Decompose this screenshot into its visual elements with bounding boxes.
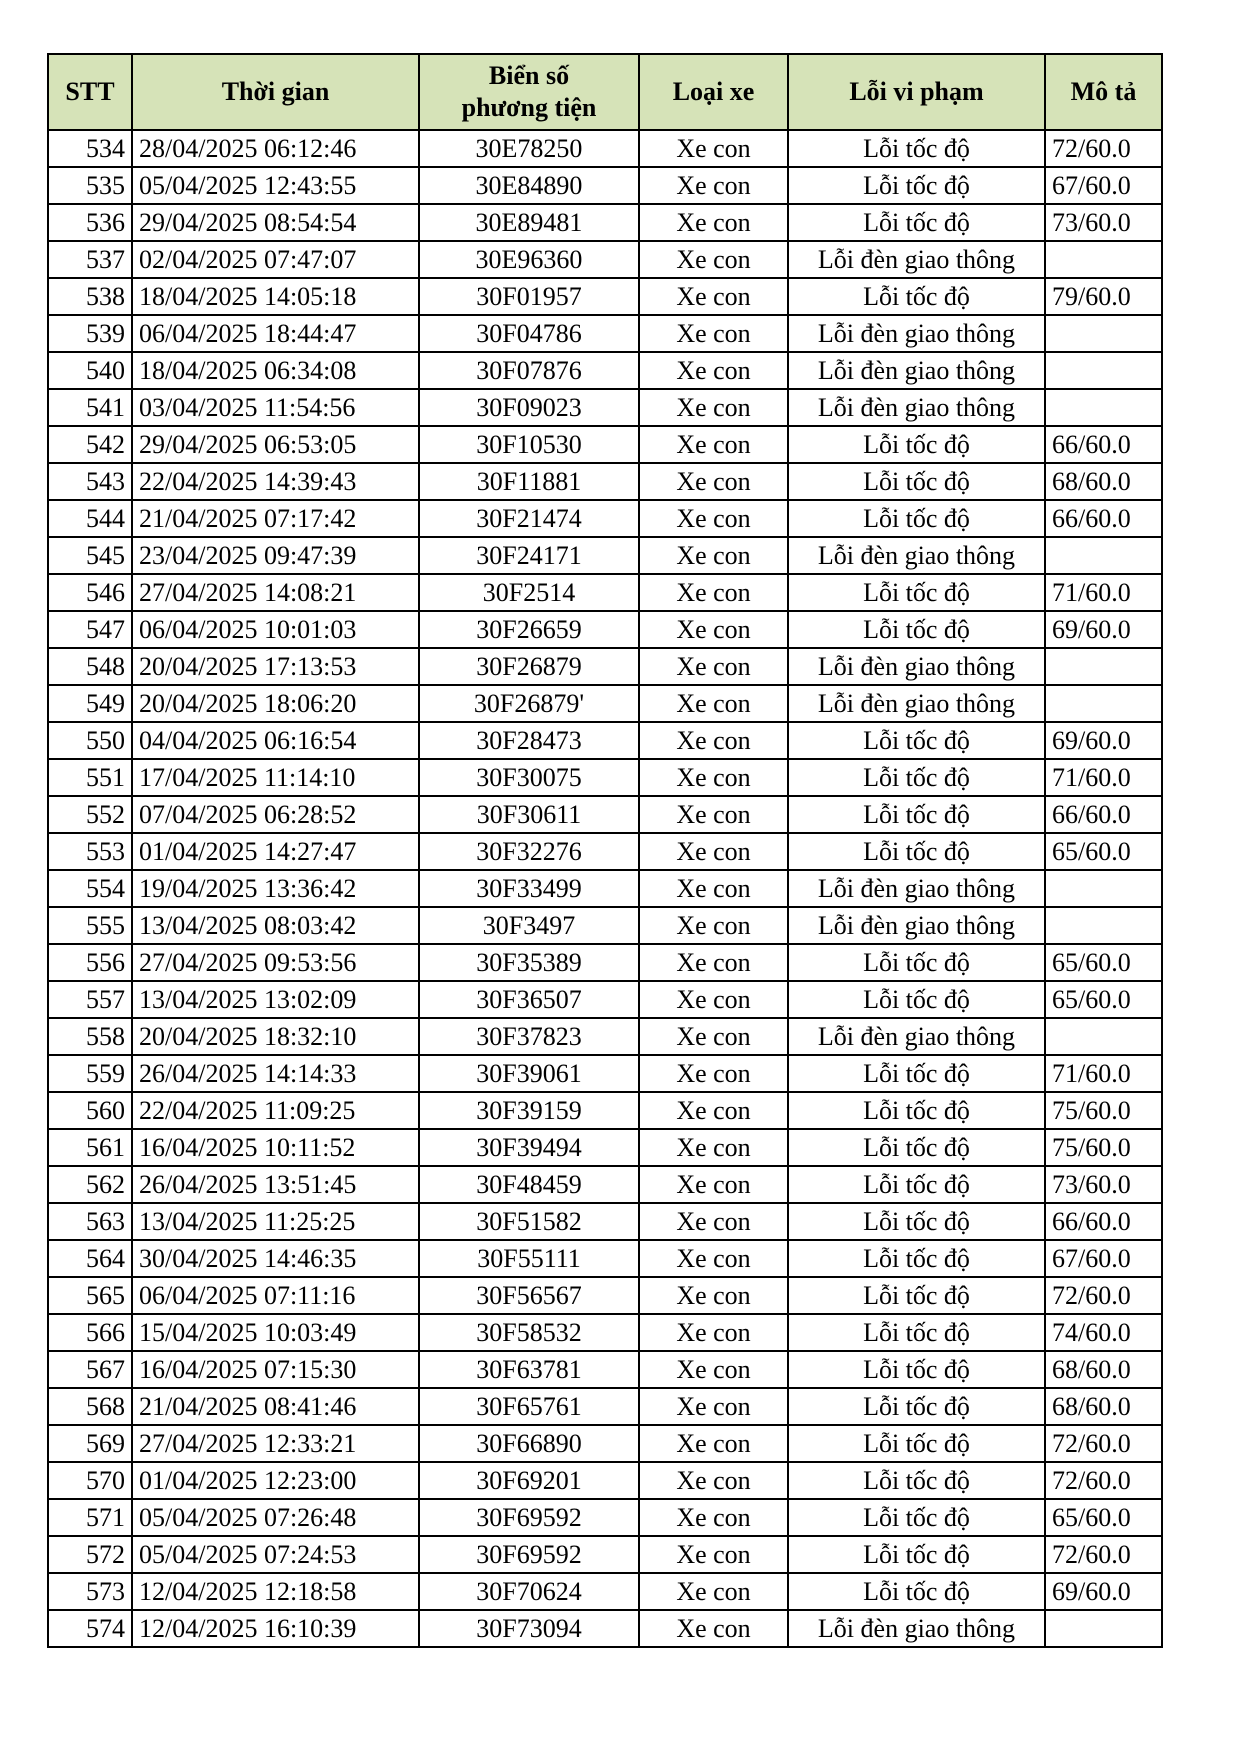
- cell-time: 12/04/2025 16:10:39: [132, 1610, 419, 1647]
- cell-violation: Lỗi tốc độ: [788, 1166, 1045, 1203]
- cell-description: [1045, 352, 1162, 389]
- table-row: [48, 1499, 1162, 1536]
- cell-vehicle-type: Xe con: [639, 426, 788, 463]
- cell-description: 74/60.0: [1045, 1314, 1162, 1351]
- cell-stt: 567: [48, 1351, 132, 1388]
- cell-vehicle-type: Xe con: [639, 685, 788, 722]
- cell-description: 68/60.0: [1045, 1351, 1162, 1388]
- table-row: [48, 722, 1162, 759]
- cell-vehicle-type: Xe con: [639, 1240, 788, 1277]
- cell-violation: Lỗi tốc độ: [788, 1129, 1045, 1166]
- cell-stt: 559: [48, 1055, 132, 1092]
- table-row: [48, 944, 1162, 981]
- cell-time: 26/04/2025 13:51:45: [132, 1166, 419, 1203]
- cell-violation: Lỗi đèn giao thông: [788, 685, 1045, 722]
- cell-vehicle-type: Xe con: [639, 1092, 788, 1129]
- cell-plate: 30F04786: [419, 315, 639, 352]
- cell-plate: 30F35389: [419, 944, 639, 981]
- cell-description: 75/60.0: [1045, 1129, 1162, 1166]
- cell-stt: 562: [48, 1166, 132, 1203]
- cell-description: 66/60.0: [1045, 500, 1162, 537]
- cell-time: 27/04/2025 12:33:21: [132, 1425, 419, 1462]
- cell-plate: 30F66890: [419, 1425, 639, 1462]
- cell-plate: 30F39494: [419, 1129, 639, 1166]
- cell-description: 72/60.0: [1045, 1277, 1162, 1314]
- cell-stt: 554: [48, 870, 132, 907]
- cell-plate: 30F2514: [419, 574, 639, 611]
- cell-time: 23/04/2025 09:47:39: [132, 537, 419, 574]
- cell-description: 71/60.0: [1045, 574, 1162, 611]
- cell-vehicle-type: Xe con: [639, 1499, 788, 1536]
- cell-description: 69/60.0: [1045, 1573, 1162, 1610]
- cell-stt: 552: [48, 796, 132, 833]
- header-stt: STT: [48, 54, 132, 130]
- cell-violation: Lỗi tốc độ: [788, 1425, 1045, 1462]
- cell-violation: Lỗi tốc độ: [788, 278, 1045, 315]
- violations-table: [47, 53, 1163, 1648]
- cell-plate: 30F48459: [419, 1166, 639, 1203]
- table-row: [48, 870, 1162, 907]
- cell-violation: Lỗi đèn giao thông: [788, 648, 1045, 685]
- cell-violation: Lỗi tốc độ: [788, 1351, 1045, 1388]
- cell-plate: 30F30611: [419, 796, 639, 833]
- cell-violation: Lỗi tốc độ: [788, 1499, 1045, 1536]
- cell-plate: 30F58532: [419, 1314, 639, 1351]
- cell-description: 66/60.0: [1045, 796, 1162, 833]
- cell-stt: 561: [48, 1129, 132, 1166]
- cell-violation: Lỗi tốc độ: [788, 1055, 1045, 1092]
- cell-time: 12/04/2025 12:18:58: [132, 1573, 419, 1610]
- cell-description: 66/60.0: [1045, 426, 1162, 463]
- cell-time: 05/04/2025 07:26:48: [132, 1499, 419, 1536]
- table-row: [48, 500, 1162, 537]
- cell-stt: 540: [48, 352, 132, 389]
- cell-time: 03/04/2025 11:54:56: [132, 389, 419, 426]
- cell-violation: Lỗi tốc độ: [788, 1240, 1045, 1277]
- cell-violation: Lỗi tốc độ: [788, 722, 1045, 759]
- cell-violation: Lỗi đèn giao thông: [788, 870, 1045, 907]
- cell-plate: 30F36507: [419, 981, 639, 1018]
- cell-stt: 545: [48, 537, 132, 574]
- table-row: [48, 241, 1162, 278]
- cell-vehicle-type: Xe con: [639, 981, 788, 1018]
- cell-description: 65/60.0: [1045, 981, 1162, 1018]
- cell-stt: 564: [48, 1240, 132, 1277]
- cell-plate: 30F63781: [419, 1351, 639, 1388]
- table-row: [48, 759, 1162, 796]
- cell-time: 13/04/2025 08:03:42: [132, 907, 419, 944]
- cell-plate: 30F56567: [419, 1277, 639, 1314]
- cell-description: 71/60.0: [1045, 759, 1162, 796]
- cell-stt: 536: [48, 204, 132, 241]
- table-row: [48, 1425, 1162, 1462]
- cell-description: [1045, 1610, 1162, 1647]
- table-row: [48, 1351, 1162, 1388]
- cell-plate: 30F69592: [419, 1499, 639, 1536]
- cell-description: 65/60.0: [1045, 944, 1162, 981]
- cell-description: 73/60.0: [1045, 204, 1162, 241]
- cell-stt: 539: [48, 315, 132, 352]
- cell-time: 18/04/2025 14:05:18: [132, 278, 419, 315]
- cell-vehicle-type: Xe con: [639, 1573, 788, 1610]
- cell-vehicle-type: Xe con: [639, 537, 788, 574]
- cell-time: 29/04/2025 08:54:54: [132, 204, 419, 241]
- table-row: [48, 574, 1162, 611]
- table-row: [48, 1388, 1162, 1425]
- cell-violation: Lỗi đèn giao thông: [788, 352, 1045, 389]
- cell-violation: Lỗi tốc độ: [788, 130, 1045, 167]
- cell-violation: Lỗi đèn giao thông: [788, 907, 1045, 944]
- cell-plate: 30E89481: [419, 204, 639, 241]
- cell-vehicle-type: Xe con: [639, 870, 788, 907]
- cell-vehicle-type: Xe con: [639, 1277, 788, 1314]
- table-row: [48, 315, 1162, 352]
- cell-violation: Lỗi đèn giao thông: [788, 1018, 1045, 1055]
- cell-time: 28/04/2025 06:12:46: [132, 130, 419, 167]
- cell-stt: 544: [48, 500, 132, 537]
- cell-vehicle-type: Xe con: [639, 796, 788, 833]
- cell-stt: 543: [48, 463, 132, 500]
- table-row: [48, 1203, 1162, 1240]
- cell-time: 26/04/2025 14:14:33: [132, 1055, 419, 1092]
- cell-stt: 570: [48, 1462, 132, 1499]
- cell-description: 72/60.0: [1045, 130, 1162, 167]
- cell-stt: 571: [48, 1499, 132, 1536]
- table-row: [48, 611, 1162, 648]
- cell-description: [1045, 537, 1162, 574]
- header-plate: Biển số phương tiện: [419, 54, 639, 130]
- table-header: [48, 54, 1162, 130]
- cell-stt: 550: [48, 722, 132, 759]
- cell-plate: 30F24171: [419, 537, 639, 574]
- cell-stt: 551: [48, 759, 132, 796]
- cell-vehicle-type: Xe con: [639, 1129, 788, 1166]
- cell-time: 06/04/2025 10:01:03: [132, 611, 419, 648]
- cell-time: 22/04/2025 14:39:43: [132, 463, 419, 500]
- cell-time: 20/04/2025 18:06:20: [132, 685, 419, 722]
- cell-violation: Lỗi tốc độ: [788, 463, 1045, 500]
- cell-time: 21/04/2025 08:41:46: [132, 1388, 419, 1425]
- cell-time: 01/04/2025 14:27:47: [132, 833, 419, 870]
- cell-time: 27/04/2025 09:53:56: [132, 944, 419, 981]
- cell-description: 68/60.0: [1045, 1388, 1162, 1425]
- table-row: [48, 1092, 1162, 1129]
- cell-stt: 565: [48, 1277, 132, 1314]
- table-row: [48, 981, 1162, 1018]
- table-row: [48, 352, 1162, 389]
- cell-violation: Lỗi tốc độ: [788, 944, 1045, 981]
- cell-vehicle-type: Xe con: [639, 352, 788, 389]
- cell-stt: 560: [48, 1092, 132, 1129]
- cell-plate: 30E78250: [419, 130, 639, 167]
- cell-violation: Lỗi tốc độ: [788, 574, 1045, 611]
- cell-time: 18/04/2025 06:34:08: [132, 352, 419, 389]
- cell-stt: 569: [48, 1425, 132, 1462]
- cell-vehicle-type: Xe con: [639, 463, 788, 500]
- cell-plate: 30F07876: [419, 352, 639, 389]
- cell-vehicle-type: Xe con: [639, 833, 788, 870]
- table-row: [48, 1277, 1162, 1314]
- table-row: [48, 1166, 1162, 1203]
- header-violation: Lỗi vi phạm: [788, 54, 1045, 130]
- cell-violation: Lỗi tốc độ: [788, 796, 1045, 833]
- cell-violation: Lỗi tốc độ: [788, 1314, 1045, 1351]
- cell-stt: 547: [48, 611, 132, 648]
- table-row: [48, 278, 1162, 315]
- cell-time: 16/04/2025 07:15:30: [132, 1351, 419, 1388]
- table-row: [48, 204, 1162, 241]
- cell-time: 05/04/2025 12:43:55: [132, 167, 419, 204]
- cell-stt: 534: [48, 130, 132, 167]
- cell-time: 30/04/2025 14:46:35: [132, 1240, 419, 1277]
- violations-sheet: [47, 53, 1163, 1648]
- table-row: [48, 167, 1162, 204]
- cell-plate: 30F32276: [419, 833, 639, 870]
- cell-time: 21/04/2025 07:17:42: [132, 500, 419, 537]
- cell-stt: 573: [48, 1573, 132, 1610]
- cell-violation: Lỗi tốc độ: [788, 1092, 1045, 1129]
- cell-vehicle-type: Xe con: [639, 722, 788, 759]
- table-row: [48, 833, 1162, 870]
- cell-plate: 30F39159: [419, 1092, 639, 1129]
- cell-plate: 30F3497: [419, 907, 639, 944]
- cell-vehicle-type: Xe con: [639, 1536, 788, 1573]
- cell-vehicle-type: Xe con: [639, 1314, 788, 1351]
- cell-plate: 30F26879: [419, 648, 639, 685]
- cell-violation: Lỗi tốc độ: [788, 204, 1045, 241]
- cell-plate: 30F70624: [419, 1573, 639, 1610]
- table-row: [48, 537, 1162, 574]
- cell-plate: 30F69201: [419, 1462, 639, 1499]
- cell-description: 68/60.0: [1045, 463, 1162, 500]
- cell-vehicle-type: Xe con: [639, 574, 788, 611]
- cell-violation: Lỗi tốc độ: [788, 981, 1045, 1018]
- cell-time: 06/04/2025 18:44:47: [132, 315, 419, 352]
- cell-stt: 546: [48, 574, 132, 611]
- cell-plate: 30F55111: [419, 1240, 639, 1277]
- cell-violation: Lỗi đèn giao thông: [788, 241, 1045, 278]
- cell-violation: Lỗi đèn giao thông: [788, 1610, 1045, 1647]
- cell-description: [1045, 685, 1162, 722]
- cell-plate: 30F21474: [419, 500, 639, 537]
- cell-time: 22/04/2025 11:09:25: [132, 1092, 419, 1129]
- cell-plate: 30F26659: [419, 611, 639, 648]
- cell-vehicle-type: Xe con: [639, 500, 788, 537]
- cell-stt: 535: [48, 167, 132, 204]
- cell-vehicle-type: Xe con: [639, 907, 788, 944]
- cell-vehicle-type: Xe con: [639, 130, 788, 167]
- cell-stt: 548: [48, 648, 132, 685]
- header-row: [48, 54, 1162, 130]
- cell-time: 29/04/2025 06:53:05: [132, 426, 419, 463]
- cell-time: 17/04/2025 11:14:10: [132, 759, 419, 796]
- cell-stt: 555: [48, 907, 132, 944]
- cell-plate: 30F28473: [419, 722, 639, 759]
- cell-vehicle-type: Xe con: [639, 1166, 788, 1203]
- cell-vehicle-type: Xe con: [639, 1203, 788, 1240]
- cell-stt: 556: [48, 944, 132, 981]
- cell-time: 07/04/2025 06:28:52: [132, 796, 419, 833]
- table-row: [48, 1129, 1162, 1166]
- cell-vehicle-type: Xe con: [639, 1462, 788, 1499]
- cell-time: 27/04/2025 14:08:21: [132, 574, 419, 611]
- cell-stt: 553: [48, 833, 132, 870]
- table-row: [48, 907, 1162, 944]
- cell-violation: Lỗi đèn giao thông: [788, 389, 1045, 426]
- header-time: Thời gian: [132, 54, 419, 130]
- cell-time: 20/04/2025 17:13:53: [132, 648, 419, 685]
- table-row: [48, 1536, 1162, 1573]
- cell-vehicle-type: Xe con: [639, 611, 788, 648]
- cell-stt: 558: [48, 1018, 132, 1055]
- cell-violation: Lỗi tốc độ: [788, 167, 1045, 204]
- cell-stt: 538: [48, 278, 132, 315]
- cell-time: 16/04/2025 10:11:52: [132, 1129, 419, 1166]
- cell-plate: 30F30075: [419, 759, 639, 796]
- cell-plate: 30F73094: [419, 1610, 639, 1647]
- cell-time: 01/04/2025 12:23:00: [132, 1462, 419, 1499]
- cell-plate: 30F65761: [419, 1388, 639, 1425]
- cell-stt: 566: [48, 1314, 132, 1351]
- cell-vehicle-type: Xe con: [639, 315, 788, 352]
- cell-plate: 30F09023: [419, 389, 639, 426]
- header-vehicle-type: Loại xe: [639, 54, 788, 130]
- cell-description: 72/60.0: [1045, 1462, 1162, 1499]
- cell-time: 20/04/2025 18:32:10: [132, 1018, 419, 1055]
- cell-description: 72/60.0: [1045, 1425, 1162, 1462]
- cell-plate: 30F10530: [419, 426, 639, 463]
- cell-time: 13/04/2025 13:02:09: [132, 981, 419, 1018]
- cell-description: [1045, 315, 1162, 352]
- cell-description: [1045, 870, 1162, 907]
- cell-vehicle-type: Xe con: [639, 1055, 788, 1092]
- table-row: [48, 426, 1162, 463]
- table-row: [48, 685, 1162, 722]
- cell-description: 71/60.0: [1045, 1055, 1162, 1092]
- cell-description: [1045, 241, 1162, 278]
- cell-description: 65/60.0: [1045, 1499, 1162, 1536]
- cell-plate: 30F26879': [419, 685, 639, 722]
- cell-plate: 30F11881: [419, 463, 639, 500]
- cell-stt: 574: [48, 1610, 132, 1647]
- cell-vehicle-type: Xe con: [639, 944, 788, 981]
- cell-vehicle-type: Xe con: [639, 204, 788, 241]
- cell-description: 65/60.0: [1045, 833, 1162, 870]
- table-row: [48, 1610, 1162, 1647]
- cell-violation: Lỗi đèn giao thông: [788, 315, 1045, 352]
- cell-vehicle-type: Xe con: [639, 1388, 788, 1425]
- cell-stt: 542: [48, 426, 132, 463]
- cell-plate: 30F01957: [419, 278, 639, 315]
- cell-violation: Lỗi tốc độ: [788, 1203, 1045, 1240]
- cell-description: 66/60.0: [1045, 1203, 1162, 1240]
- cell-time: 19/04/2025 13:36:42: [132, 870, 419, 907]
- cell-stt: 549: [48, 685, 132, 722]
- cell-violation: Lỗi tốc độ: [788, 1388, 1045, 1425]
- cell-description: [1045, 1018, 1162, 1055]
- cell-violation: Lỗi tốc độ: [788, 759, 1045, 796]
- cell-vehicle-type: Xe con: [639, 648, 788, 685]
- cell-violation: Lỗi tốc độ: [788, 1573, 1045, 1610]
- table-row: [48, 1573, 1162, 1610]
- cell-description: 67/60.0: [1045, 167, 1162, 204]
- cell-description: 69/60.0: [1045, 611, 1162, 648]
- cell-time: 05/04/2025 07:24:53: [132, 1536, 419, 1573]
- cell-vehicle-type: Xe con: [639, 1351, 788, 1388]
- cell-vehicle-type: Xe con: [639, 389, 788, 426]
- table-body: [48, 130, 1162, 1647]
- cell-description: 79/60.0: [1045, 278, 1162, 315]
- cell-time: 13/04/2025 11:25:25: [132, 1203, 419, 1240]
- table-row: [48, 648, 1162, 685]
- cell-violation: Lỗi tốc độ: [788, 1277, 1045, 1314]
- cell-vehicle-type: Xe con: [639, 241, 788, 278]
- cell-violation: Lỗi đèn giao thông: [788, 537, 1045, 574]
- cell-time: 02/04/2025 07:47:07: [132, 241, 419, 278]
- cell-stt: 537: [48, 241, 132, 278]
- table-row: [48, 1240, 1162, 1277]
- cell-violation: Lỗi tốc độ: [788, 833, 1045, 870]
- table-row: [48, 1055, 1162, 1092]
- cell-plate: 30F69592: [419, 1536, 639, 1573]
- cell-description: 72/60.0: [1045, 1536, 1162, 1573]
- cell-stt: 557: [48, 981, 132, 1018]
- cell-vehicle-type: Xe con: [639, 1610, 788, 1647]
- table-row: [48, 1314, 1162, 1351]
- cell-description: [1045, 389, 1162, 426]
- cell-plate: 30F51582: [419, 1203, 639, 1240]
- cell-plate: 30E84890: [419, 167, 639, 204]
- cell-description: 69/60.0: [1045, 722, 1162, 759]
- cell-time: 15/04/2025 10:03:49: [132, 1314, 419, 1351]
- cell-description: 73/60.0: [1045, 1166, 1162, 1203]
- cell-violation: Lỗi tốc độ: [788, 611, 1045, 648]
- cell-description: [1045, 907, 1162, 944]
- cell-plate: 30E96360: [419, 241, 639, 278]
- cell-vehicle-type: Xe con: [639, 759, 788, 796]
- table-row: [48, 1018, 1162, 1055]
- cell-description: 67/60.0: [1045, 1240, 1162, 1277]
- table-row: [48, 796, 1162, 833]
- table-row: [48, 463, 1162, 500]
- cell-plate: 30F33499: [419, 870, 639, 907]
- cell-stt: 568: [48, 1388, 132, 1425]
- cell-vehicle-type: Xe con: [639, 1425, 788, 1462]
- table-row: [48, 130, 1162, 167]
- cell-stt: 572: [48, 1536, 132, 1573]
- cell-violation: Lỗi tốc độ: [788, 1462, 1045, 1499]
- cell-description: 75/60.0: [1045, 1092, 1162, 1129]
- cell-violation: Lỗi tốc độ: [788, 1536, 1045, 1573]
- header-description: Mô tả: [1045, 54, 1162, 130]
- cell-vehicle-type: Xe con: [639, 278, 788, 315]
- cell-plate: 30F39061: [419, 1055, 639, 1092]
- cell-stt: 563: [48, 1203, 132, 1240]
- cell-stt: 541: [48, 389, 132, 426]
- cell-violation: Lỗi tốc độ: [788, 426, 1045, 463]
- table-row: [48, 1462, 1162, 1499]
- table-row: [48, 389, 1162, 426]
- cell-description: [1045, 648, 1162, 685]
- cell-time: 06/04/2025 07:11:16: [132, 1277, 419, 1314]
- cell-violation: Lỗi tốc độ: [788, 500, 1045, 537]
- cell-plate: 30F37823: [419, 1018, 639, 1055]
- cell-vehicle-type: Xe con: [639, 167, 788, 204]
- cell-time: 04/04/2025 06:16:54: [132, 722, 419, 759]
- cell-vehicle-type: Xe con: [639, 1018, 788, 1055]
